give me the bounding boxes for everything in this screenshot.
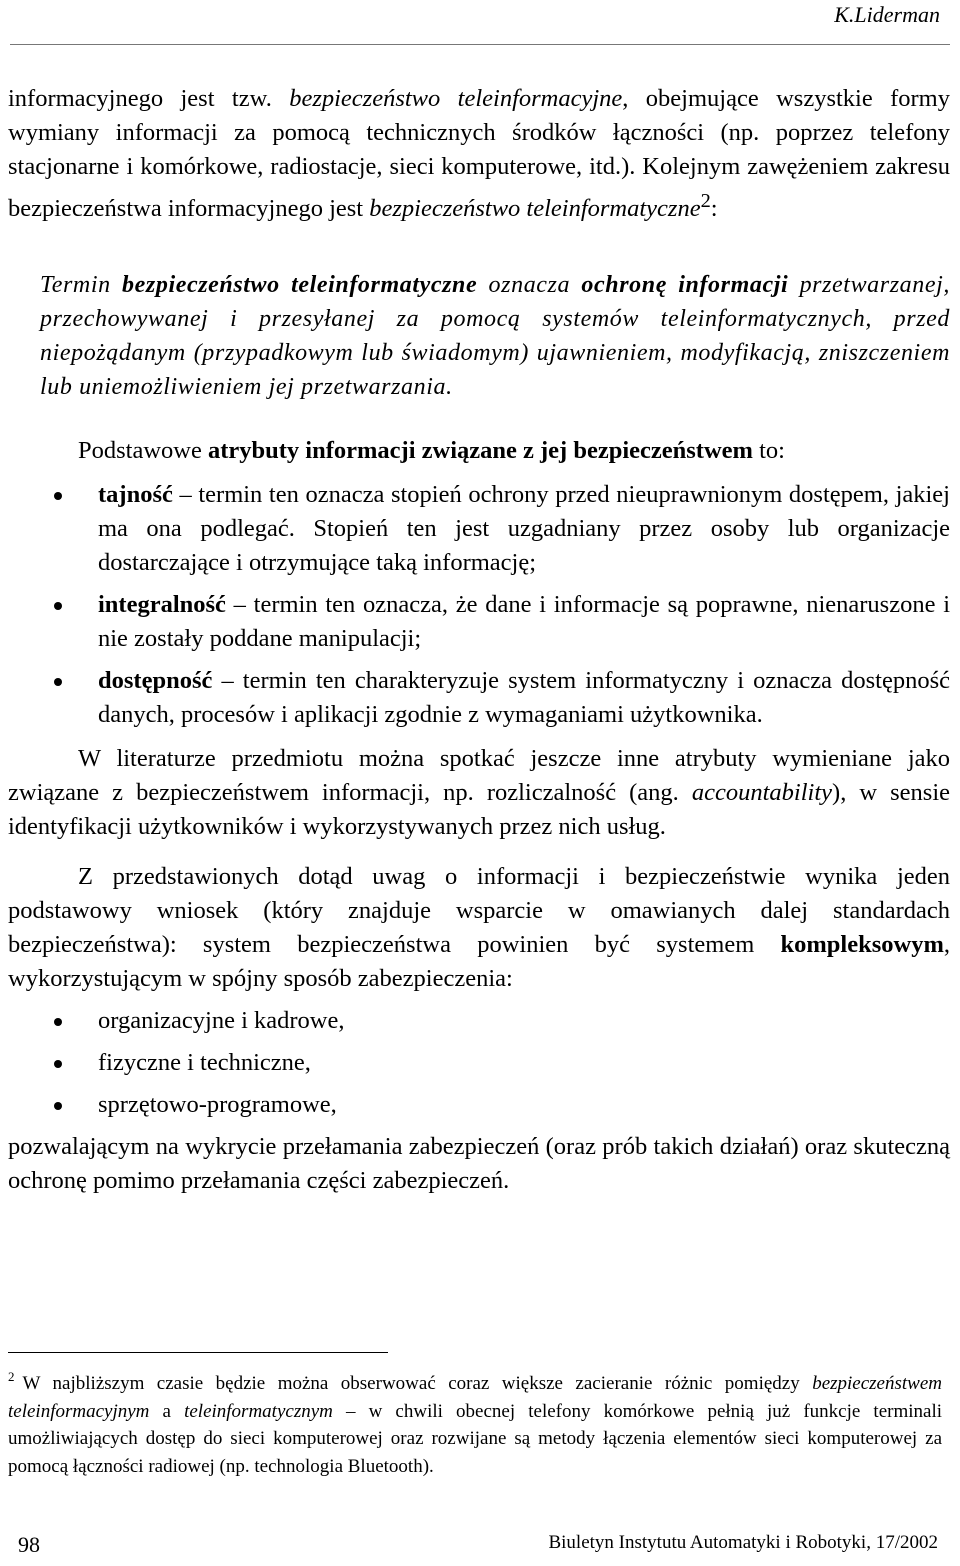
text: Podstawowe [78,437,208,465]
bold-term: bezpieczeństwo teleinformatyczne [122,272,478,299]
bold-term: ochronę informacji [581,272,789,299]
attribute-term: tajność [98,481,173,509]
text: to: [752,437,785,465]
bullet-icon [54,1060,62,1068]
text: ), w sensie identyfikacji użytkowników i wykorzystywanych przez nich usług. [8,779,950,841]
running-header-author: K.Liderman [834,2,940,27]
footnote [8,1370,942,1480]
bullet-icon [54,492,62,500]
attribute-term: integralność [98,591,226,619]
footnote-rule [8,1352,388,1353]
bullet-icon [54,678,62,686]
emphasis-term: bezpieczeństwem teleinformacyjnym [8,1373,942,1422]
paragraph-conclusion [8,860,950,996]
text: Termin [40,272,123,299]
list-item-text: sprzętowo-programowe, [98,1091,337,1119]
list-item-text: fizyczne i techniczne, [98,1049,311,1077]
paragraph-closing: pozwalającym na wykrycie przełamania zabezpieczeń (oraz prób takich działań) oraz skuteczną ochronę pomimo przełamania części zabezpieczeń. [8,1133,950,1195]
attribute-text: – termin ten oznacza stopień ochrony przed nieuprawnionym dostępem, jakiej ma ona podlegać. Stopień ten jest uzgadniany przez osoby lub organizacje dostarczające i otrzymujące taką informację; [98,481,950,577]
text: a [149,1400,185,1422]
text: : [710,195,718,223]
header-rule [10,44,950,45]
paragraph-literature [8,742,950,844]
journal-citation: Biuletyn Instytutu Automatyki i Robotyki, 17/2002 [548,1532,938,1553]
bullet-icon [54,1018,62,1026]
emphasis-term: teleinformatycznym [184,1400,333,1422]
emphasis-term: bezpieczeństwo teleinformacyjne [289,85,623,112]
list-item [8,588,950,656]
footnote-ref[interactable]: 2 [700,190,711,212]
attributes-intro [8,434,950,468]
emphasis-term: accountability [691,779,833,807]
attribute-term: dostępność [98,667,213,695]
list-item [8,478,950,580]
list-item-text: organizacyjne i kadrowe, [98,1007,345,1035]
text: W literaturze przedmiotu można spotkać jeszcze inne atrybuty wymieniane jako związane z bezpieczeństwem informacji, np. rozliczalność (ang. [8,745,950,807]
text: W najbliższym czasie będzie można obserwować coraz większe zacieranie różnic pomiędzy [22,1373,813,1394]
text: , obejmujące wszystkie formy wymiany informacji za pomocą technicznych środków łączności (np. poprzez telefony stacjonarne i komórkowe, radiostacje, sieci komputerowe, itd.). Kolejnym zawężeniem zakresu bezpieczeństwa informacyjnego jest [8,85,950,223]
emphasis-term: bezpieczeństwo teleinformatyczne [369,195,701,223]
paragraph-intro [8,82,950,226]
list-item [8,1004,950,1038]
attribute-text: – termin ten oznacza, że dane i informacje są poprawne, nienaruszone i nie zostały poddane manipulacji; [98,591,950,653]
bold-term: kompleksowym [780,931,944,959]
bold-term: atrybuty informacji związane z jej bezpieczeństwem [207,437,753,465]
text: oznacza [477,272,582,299]
definition-block [8,268,950,404]
page-body [8,82,950,1198]
bullet-icon [54,602,62,610]
text: , wykorzystującym w spójny sposób zabezpieczenia: [8,931,950,993]
text: Z przedstawionych dotąd uwag o informacji i bezpieczeństwie wynika jeden podstawowy wniosek (który znajduje wsparcie w omawianych dalej standardach bezpieczeństwa): system bezpieczeństwa powinien być systemem [8,863,950,959]
security-types-list [8,1004,950,1122]
list-item [8,664,950,732]
list-item [8,1088,950,1122]
attribute-text: – termin ten charakteryzuje system informatyczny i oznacza dostępność danych, procesów i aplikacji zgodnie z wymaganiami użytkownika. [98,667,950,729]
text: informacyjnego jest tzw. [8,85,290,112]
bullet-icon [54,1102,62,1110]
text: – w chwili obecnej telefony komórkowe pełnią już funkcje terminali umożliwiających dostęp do sieci komputerowej oraz rozwijane są metody łączenia elementów sieci komputerowej za pomocą łączności radiowej (np. technologia Bluetooth). [8,1400,943,1477]
attributes-list [8,478,950,732]
footnote-number: 2 [8,1369,15,1384]
list-item [8,1046,950,1080]
page-number: 98 [18,1532,40,1557]
text: przetwarzanej, przechowywanej i przesyłanej za pomocą systemów teleinformatycznych, przed niepożądanym (przypadkowym lub świadomym) ujawnieniem, modyfikacją, zniszczeniem lub uniemożliwieniem jej przetwarzania. [40,272,950,401]
